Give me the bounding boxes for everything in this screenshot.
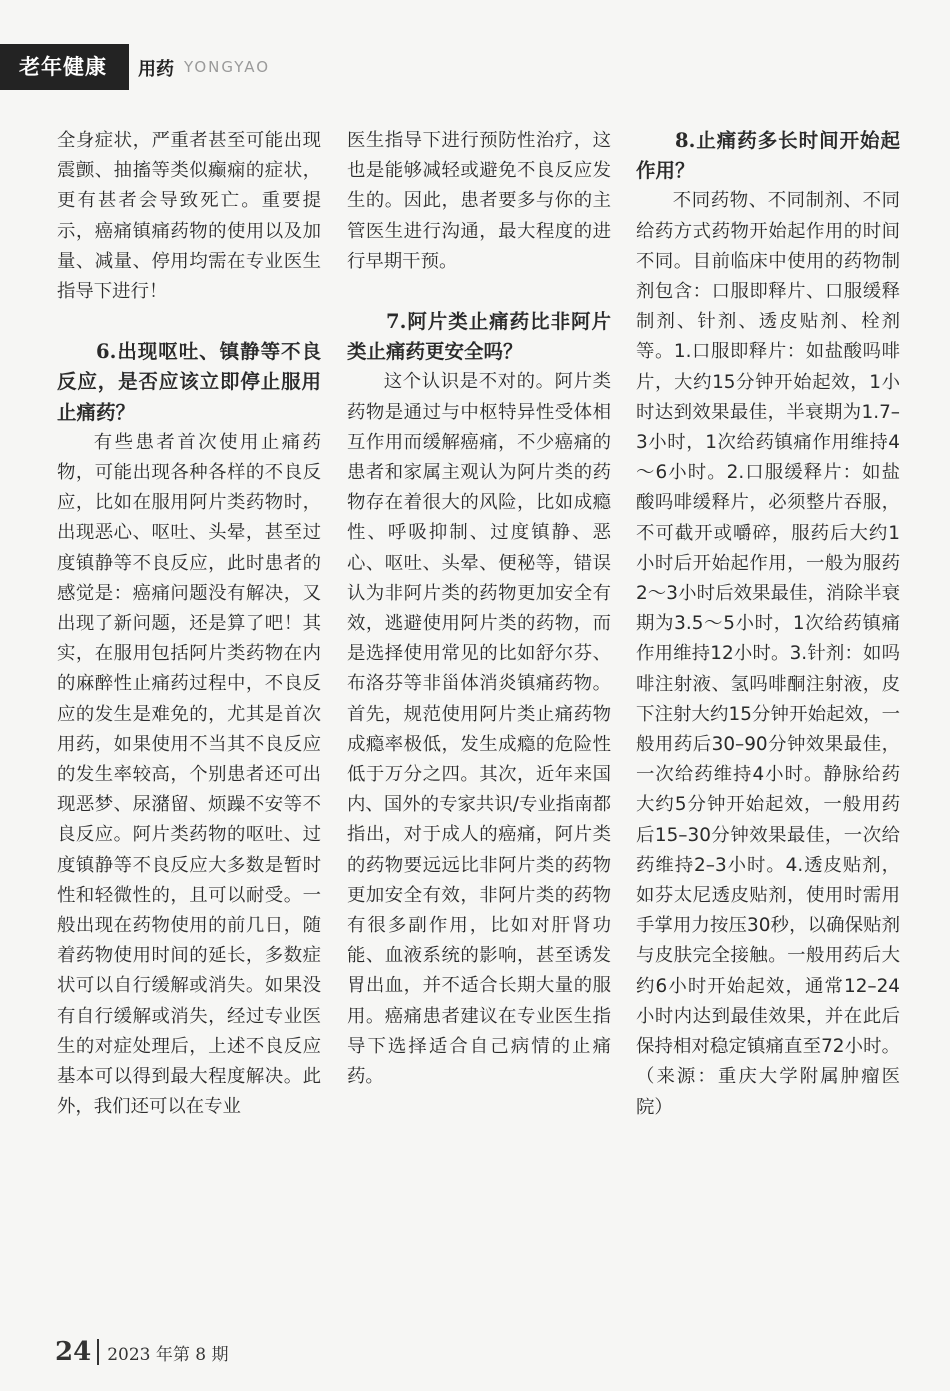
page-footer	[55, 1337, 228, 1367]
issue-label: 2023 年第 8 期	[107, 1344, 229, 1365]
column-tag: 老年健康	[0, 44, 126, 90]
paragraph: 这个认识是不对的。阿片类药物是通过与中枢特异性受体相互作用而缓解癌痛，不少癌痛的患者和家属主观认为阿片类的药物存在着很大的风险，比如成瘾性、呼吸抑制、过度镇静、恶心、呕吐、头晕、便秘等，错误认为非阿片类的药物更加安全有效，逃避使用阿片类的药物，而是选择使用常见的比如舒尔芬、布洛芬等非甾体消炎镇痛药物。首先，规范使用阿片类止痛药物成瘾率极低，发生成瘾的危险性低于万分之四。其次，近年来国内、国外的专家共识/专业指南都指出，对于成人的癌痛，阿片类的药物要远远比非阿片类的药物更加安全有效，非阿片类的药物有很多副作用，比如对肝肾功能、血液系统的影响，甚至诱发胃出血，并不适合长期大量的服用。癌痛患者建议在专业医生指导下选择适合自己病情的止痛药。	[347, 371, 611, 1088]
paragraph: 全身症状，严重者甚至可能出现震颤、抽搐等类似癫痫的症状，更有甚者会导致死亡。重要提示，癌痛镇痛药物的使用以及加量、减量、停用均需在专业医生指导下进行！	[57, 130, 321, 303]
paragraph: 不同药物、不同制剂、不同给药方式药物开始起作用的时间不同。目前临床中使用的药物制剂包含：口服即释片、口服缓释制剂、针剂、透皮贴剂、栓剂等。1.口服即释片：如盐酸吗啡片，大约15分钟开始起效，1小时达到效果最佳，半衰期为1.7–3小时，1次给药镇痛作用维持4～6小时。2.口服缓释片：如盐酸吗啡缓释片，必须整片吞服，不可截开或嚼碎，服药后大约1小时后开始起作用，一般为服药2～3小时后效果最佳，消除半衰期为3.5～5小时，1次给药镇痛作用维持12小时。3.针剂：如吗啡注射液、氢吗啡酮注射液，皮下注射大约15分钟开始起效，一般用药后30–90分钟效果最佳，一次给药维持4小时。静脉给药大约5分钟开始起效，一般用药后15–30分钟效果最佳，一次给药维持2–3小时。4.透皮贴剂，如芬太尼透皮贴剂，使用时需用手掌用力按压30秒，以确保贴剂与皮肤完全接触。一般用药后大约6小时开始起效，通常12–24小时内达到最佳效果，并在此后保持相对稳定镇痛直至72小时。（来源：重庆大学附属肿瘤医院）	[636, 190, 900, 1118]
header-divider	[126, 44, 136, 90]
column-2	[347, 126, 611, 1092]
footer-divider	[97, 1339, 99, 1365]
column-3	[636, 126, 900, 1123]
page-number: 24	[55, 1337, 92, 1367]
question-heading-6: 6.出现呕吐、镇静等不良反应，是否应该立即停止服用止痛药？	[57, 340, 321, 424]
question-heading-7: 7.阿片类止痛药比非阿片类止痛药更安全吗？	[347, 310, 611, 364]
section-title: 用药	[138, 59, 174, 80]
paragraph: 有些患者首次使用止痛药物，可能出现各种各样的不良反应，比如在服用阿片类药物时，出现恶心、呕吐、头晕，甚至过度镇静等不良反应，此时患者的感觉是：癌痛问题没有解决，又出现了新问题，还是算了吧！其实，在服用包括阿片类药物在内的麻醉性止痛药过程中，不良反应的发生是难免的，尤其是首次用药，如果使用不当其不良反应的发生率较高，个别患者还可出现恶梦、尿潴留、烦躁不安等不良反应。阿片类药物的呕吐、过度镇静等不良反应大多数是暂时性和轻微性的，且可以耐受。一般出现在药物使用的前几日，随着药物使用时间的延长，多数症状可以自行缓解或消失。如果没有自行缓解或消失，经过专业医生的对症处理后，上述不良反应基本可以得到最大程度解决。此外，我们还可以在专业	[57, 431, 321, 1118]
column-1	[57, 126, 321, 1123]
page-header	[0, 44, 400, 90]
section-title-pinyin: YONGYAO	[184, 58, 271, 76]
paragraph: 医生指导下进行预防性治疗，这也是能够减轻或避免不良反应发生的。因此，患者要多与你的主管医生进行沟通，最大程度的进行早期干预。	[347, 130, 611, 272]
question-heading-8: 8.止痛药多长时间开始起作用？	[636, 129, 900, 183]
